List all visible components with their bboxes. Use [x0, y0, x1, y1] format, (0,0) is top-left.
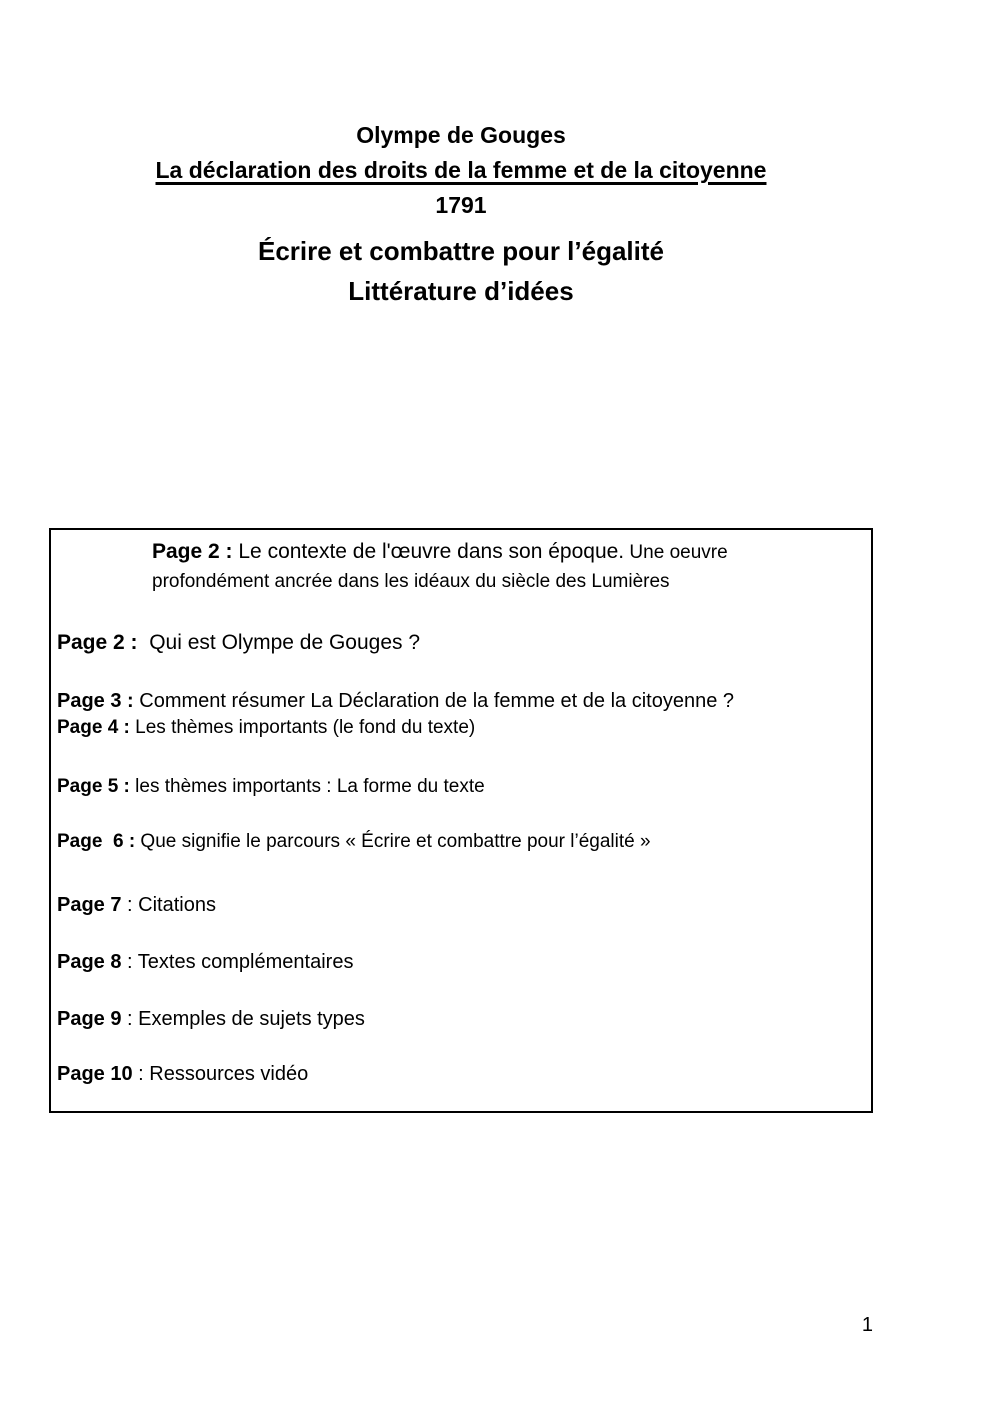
toc-intro-text: Le contexte de l'œuvre dans son époque. — [232, 540, 625, 563]
toc-entry-text: Les thèmes importants (le fond du texte) — [129, 717, 476, 738]
title-work: La déclaration des droits de la femme et de la citoyenne — [155, 157, 767, 183]
page-number: 1 — [861, 1314, 873, 1336]
toc-entry-page2 — [57, 630, 865, 656]
title-author: Olympe de Gouges — [356, 122, 566, 148]
toc-entry-page4 — [57, 715, 865, 741]
toc-entry-label: Page 9 — [57, 1008, 122, 1030]
toc-entry-label: Page 4 : — [57, 717, 130, 738]
toc-entry-page7 — [57, 892, 865, 918]
toc-entry-label: Page 5 : — [57, 776, 130, 797]
toc-entry-label: Page 10 — [57, 1063, 133, 1085]
title-block — [49, 118, 873, 223]
subtitle-parcours: Écrire et combattre pour l’égalité — [257, 236, 664, 266]
toc-entry-text: : Ressources vidéo — [132, 1063, 309, 1085]
toc-entry-page6 — [57, 829, 865, 855]
toc-entry-text: : Exemples de sujets types — [121, 1008, 365, 1030]
toc-intro — [152, 538, 772, 596]
toc-entry-label: Page 2 : — [57, 631, 138, 654]
title-year: 1791 — [435, 192, 487, 218]
toc-entry-page5 — [57, 774, 865, 800]
toc-entry-label: Page 7 — [57, 894, 122, 916]
table-of-contents — [51, 530, 871, 1111]
toc-intro-subtext: Une oeuvre profondément ancrée dans les idéaux du siècle des Lumières — [152, 542, 733, 592]
toc-intro-label: Page 2 : — [152, 540, 233, 563]
subtitle-genre: Littérature d’idées — [348, 276, 574, 306]
subtitle-block — [49, 231, 873, 311]
toc-entry-page9 — [57, 1006, 865, 1032]
table-of-contents-box — [49, 528, 873, 1113]
toc-entry-text: Que signifie le parcours « Écrire et combattre pour l’égalité » — [135, 831, 651, 852]
toc-entry-text: Qui est Olympe de Gouges ? — [137, 631, 421, 654]
toc-entry-label: Page 6 : — [57, 831, 136, 852]
toc-entry-text: Comment résumer La Déclaration de la femme et de la citoyenne ? — [133, 690, 734, 712]
toc-entry-label: Page 3 : — [57, 690, 134, 712]
toc-entry-text: : Citations — [121, 894, 216, 916]
toc-entry-page3 — [57, 688, 865, 714]
toc-entry-page8 — [57, 949, 865, 975]
toc-entry-page10 — [57, 1061, 865, 1087]
toc-entry-text: les thèmes importants : La forme du texte — [129, 776, 485, 797]
toc-entry-label: Page 8 — [57, 951, 122, 973]
toc-entry-text: : Textes complémentaires — [121, 951, 354, 973]
